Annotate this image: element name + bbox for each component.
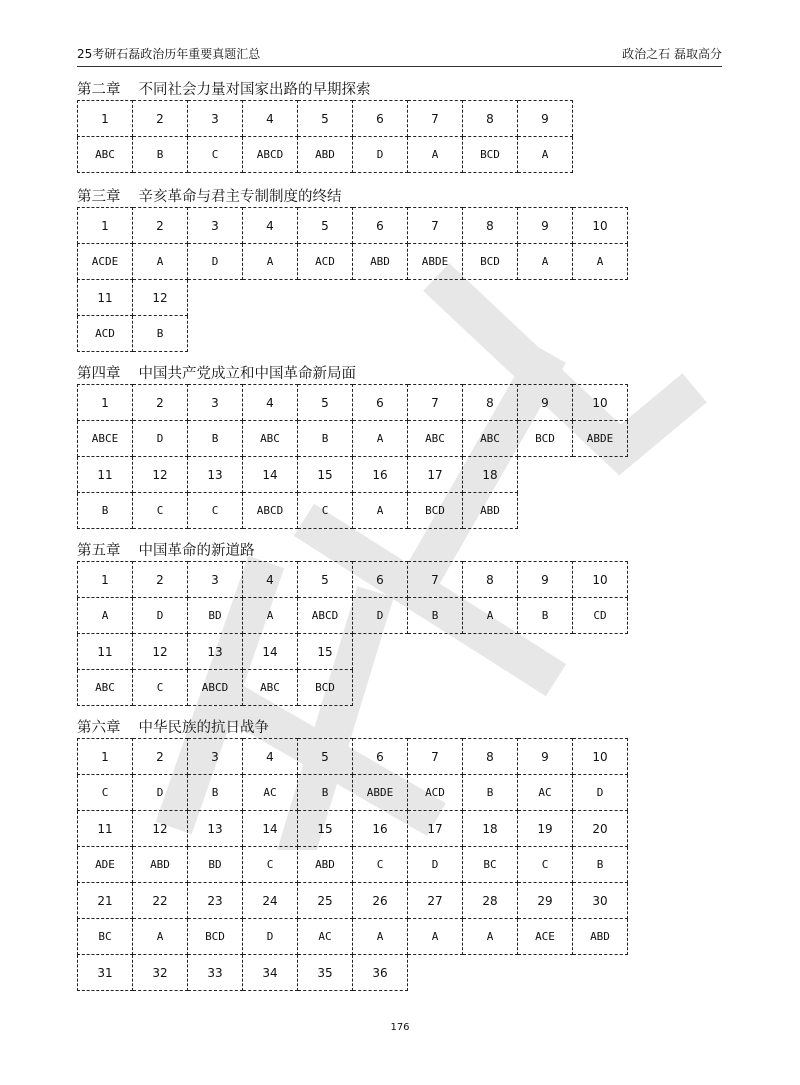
answer-cell: A: [573, 244, 628, 280]
answer-row: [78, 775, 628, 811]
answer-cell: BCD: [408, 493, 463, 529]
chapter-name: 中国革命的新道路: [138, 543, 255, 559]
question-number-cell: 32: [133, 955, 188, 991]
question-number-cell: 14: [243, 457, 298, 493]
answer-cell: A: [243, 598, 298, 634]
question-number-cell: [573, 457, 628, 493]
question-number-cell: 36: [353, 955, 408, 991]
answer-cell: ABCD: [243, 493, 298, 529]
question-number-cell: 17: [408, 811, 463, 847]
chapter-title: [77, 541, 628, 561]
answer-cell: D: [243, 919, 298, 955]
question-number-cell: 7: [408, 562, 463, 598]
question-number-cell: 16: [353, 457, 408, 493]
question-number-cell: [408, 955, 463, 991]
question-number-cell: 1: [78, 208, 133, 244]
question-number-row: [78, 457, 628, 493]
answer-cell: BCD: [463, 244, 518, 280]
question-number-cell: 6: [353, 385, 408, 421]
answer-cell: [298, 316, 353, 352]
answer-cell: C: [133, 670, 188, 706]
question-number-row: [78, 101, 628, 137]
answer-cell: D: [133, 775, 188, 811]
answer-cell: ACDE: [78, 244, 133, 280]
answer-cell: ACD: [298, 244, 353, 280]
question-number-cell: 13: [188, 457, 243, 493]
question-number-cell: 7: [408, 385, 463, 421]
answer-cell: [408, 316, 463, 352]
question-number-cell: 5: [298, 739, 353, 775]
question-number-cell: 9: [518, 739, 573, 775]
question-number-cell: [463, 955, 518, 991]
question-number-cell: [408, 280, 463, 316]
answer-cell: [353, 316, 408, 352]
question-number-cell: 10: [573, 208, 628, 244]
answer-cell: ABDE: [573, 421, 628, 457]
question-number-cell: [573, 280, 628, 316]
answer-cell: ABDE: [408, 244, 463, 280]
answer-cell: ABC: [463, 421, 518, 457]
question-number-cell: 10: [573, 385, 628, 421]
answer-cell: B: [408, 598, 463, 634]
question-number-cell: [188, 280, 243, 316]
answer-row: [78, 493, 628, 529]
question-number-cell: [408, 634, 463, 670]
answer-cell: B: [78, 493, 133, 529]
chapter-4-section: [77, 364, 628, 529]
answer-cell: A: [408, 919, 463, 955]
answer-cell: BD: [188, 847, 243, 883]
answer-row: [78, 421, 628, 457]
answer-cell: [573, 137, 628, 173]
question-number-cell: 6: [353, 739, 408, 775]
question-number-row: [78, 208, 628, 244]
answer-cell: B: [518, 598, 573, 634]
answer-row: [78, 137, 628, 173]
answer-cell: B: [133, 316, 188, 352]
answer-cell: B: [298, 775, 353, 811]
question-number-cell: [518, 634, 573, 670]
question-number-cell: 25: [298, 883, 353, 919]
question-number-cell: 12: [133, 457, 188, 493]
answer-cell: C: [243, 847, 298, 883]
chapter-title: [77, 187, 628, 207]
chapter-number: 第四章: [77, 366, 121, 382]
question-number-cell: 6: [353, 101, 408, 137]
answer-cell: [573, 316, 628, 352]
question-number-cell: 9: [518, 385, 573, 421]
question-number-cell: 28: [463, 883, 518, 919]
question-number-cell: [518, 457, 573, 493]
question-number-cell: 34: [243, 955, 298, 991]
question-number-cell: 11: [78, 280, 133, 316]
answer-cell: BCD: [188, 919, 243, 955]
answer-table: [77, 738, 628, 991]
answer-row: [78, 316, 628, 352]
question-number-cell: 6: [353, 562, 408, 598]
question-number-cell: 17: [408, 457, 463, 493]
question-number-cell: 11: [78, 457, 133, 493]
answer-table: [77, 561, 628, 706]
chapter-name: 中国共产党成立和中国革命新局面: [138, 366, 356, 382]
question-number-cell: 8: [463, 385, 518, 421]
answer-cell: ABC: [243, 670, 298, 706]
question-number-cell: 3: [188, 739, 243, 775]
answer-cell: [188, 316, 243, 352]
question-number-cell: 2: [133, 739, 188, 775]
question-number-cell: 1: [78, 101, 133, 137]
answer-row: [78, 598, 628, 634]
page-number: 176: [390, 1022, 410, 1033]
question-number-cell: 27: [408, 883, 463, 919]
answer-cell: C: [353, 847, 408, 883]
answer-cell: AC: [298, 919, 353, 955]
question-number-cell: 7: [408, 739, 463, 775]
answer-cell: D: [573, 775, 628, 811]
question-number-cell: [463, 634, 518, 670]
answer-cell: D: [408, 847, 463, 883]
question-number-cell: 14: [243, 811, 298, 847]
answer-cell: B: [573, 847, 628, 883]
answer-cell: ABCD: [298, 598, 353, 634]
question-number-cell: 5: [298, 385, 353, 421]
question-number-cell: 22: [133, 883, 188, 919]
question-number-cell: 1: [78, 739, 133, 775]
answer-cell: AC: [518, 775, 573, 811]
answer-cell: BCD: [298, 670, 353, 706]
answer-cell: BC: [463, 847, 518, 883]
question-number-cell: 4: [243, 562, 298, 598]
answer-row: [78, 670, 628, 706]
answer-cell: [463, 316, 518, 352]
answer-cell: A: [133, 919, 188, 955]
chapter-name: 中华民族的抗日战争: [138, 720, 269, 736]
question-number-cell: 5: [298, 208, 353, 244]
question-number-cell: 5: [298, 562, 353, 598]
question-number-cell: [573, 634, 628, 670]
question-number-cell: 3: [188, 562, 243, 598]
answer-cell: [518, 493, 573, 529]
question-number-cell: 8: [463, 101, 518, 137]
question-number-cell: 12: [133, 634, 188, 670]
answer-table: [77, 207, 628, 352]
question-number-cell: 8: [463, 739, 518, 775]
question-number-cell: 24: [243, 883, 298, 919]
question-number-cell: [353, 280, 408, 316]
answer-cell: ACD: [78, 316, 133, 352]
answer-cell: A: [353, 919, 408, 955]
question-number-cell: 8: [463, 562, 518, 598]
answer-cell: C: [518, 847, 573, 883]
answer-row: [78, 919, 628, 955]
answer-cell: ABC: [243, 421, 298, 457]
answer-cell: AC: [243, 775, 298, 811]
answer-cell: A: [463, 598, 518, 634]
question-number-cell: 2: [133, 385, 188, 421]
question-number-cell: 9: [518, 101, 573, 137]
answer-cell: ABD: [298, 847, 353, 883]
question-number-cell: [353, 634, 408, 670]
question-number-cell: 1: [78, 385, 133, 421]
question-number-cell: [573, 955, 628, 991]
answer-cell: B: [463, 775, 518, 811]
answer-cell: A: [408, 137, 463, 173]
answer-cell: D: [133, 598, 188, 634]
answer-cell: A: [518, 244, 573, 280]
question-number-cell: 21: [78, 883, 133, 919]
question-number-cell: 12: [133, 280, 188, 316]
answer-cell: ABC: [408, 421, 463, 457]
chapter-6-section: [77, 718, 628, 991]
question-number-cell: 3: [188, 385, 243, 421]
question-number-cell: 16: [353, 811, 408, 847]
question-number-cell: 4: [243, 101, 298, 137]
answer-cell: A: [353, 421, 408, 457]
answer-cell: [408, 670, 463, 706]
question-number-cell: 26: [353, 883, 408, 919]
question-number-cell: [518, 280, 573, 316]
question-number-cell: 6: [353, 208, 408, 244]
chapter-title: [77, 718, 628, 738]
answer-cell: BCD: [463, 137, 518, 173]
question-number-cell: 2: [133, 101, 188, 137]
answer-cell: D: [133, 421, 188, 457]
question-number-row: [78, 811, 628, 847]
answer-cell: [353, 670, 408, 706]
question-number-cell: 8: [463, 208, 518, 244]
header-title: 25考研石磊政治历年重要真题汇总: [77, 47, 261, 61]
answer-cell: B: [188, 775, 243, 811]
question-number-cell: 3: [188, 101, 243, 137]
answer-table: [77, 384, 628, 529]
question-number-cell: 23: [188, 883, 243, 919]
answer-cell: ACD: [408, 775, 463, 811]
chapter-title: [77, 80, 628, 100]
answer-cell: A: [463, 919, 518, 955]
question-number-cell: 13: [188, 811, 243, 847]
question-number-cell: 35: [298, 955, 353, 991]
chapter-title: [77, 364, 628, 384]
answer-cell: CD: [573, 598, 628, 634]
answer-cell: ABD: [298, 137, 353, 173]
answer-cell: B: [298, 421, 353, 457]
chapter-2-section: [77, 80, 628, 173]
question-number-cell: 15: [298, 457, 353, 493]
question-number-cell: 20: [573, 811, 628, 847]
answer-cell: D: [353, 598, 408, 634]
question-number-cell: 19: [518, 811, 573, 847]
answer-cell: [518, 316, 573, 352]
answer-cell: ABD: [463, 493, 518, 529]
question-number-cell: 4: [243, 385, 298, 421]
question-number-cell: 9: [518, 208, 573, 244]
question-number-cell: 15: [298, 811, 353, 847]
answer-cell: C: [133, 493, 188, 529]
question-number-row: [78, 739, 628, 775]
answer-cell: ABCD: [243, 137, 298, 173]
question-number-cell: 18: [463, 457, 518, 493]
question-number-cell: [463, 280, 518, 316]
answer-cell: A: [78, 598, 133, 634]
chapter-number: 第三章: [77, 189, 121, 205]
answer-cell: A: [353, 493, 408, 529]
question-number-cell: 18: [463, 811, 518, 847]
answer-cell: BCD: [518, 421, 573, 457]
question-number-cell: 7: [408, 101, 463, 137]
question-number-cell: [243, 280, 298, 316]
answer-cell: ABDE: [353, 775, 408, 811]
question-number-cell: 29: [518, 883, 573, 919]
answer-cell: [573, 670, 628, 706]
answer-cell: ADE: [78, 847, 133, 883]
question-number-cell: 11: [78, 811, 133, 847]
answer-cell: C: [188, 137, 243, 173]
answer-cell: C: [78, 775, 133, 811]
answer-cell: C: [298, 493, 353, 529]
question-number-cell: 4: [243, 208, 298, 244]
question-number-row: [78, 883, 628, 919]
question-number-cell: 3: [188, 208, 243, 244]
question-number-cell: 13: [188, 634, 243, 670]
chapter-number: 第六章: [77, 720, 121, 736]
answer-cell: [243, 316, 298, 352]
question-number-cell: [298, 280, 353, 316]
answer-cell: A: [243, 244, 298, 280]
header-slogan: 政治之石 磊取高分: [622, 47, 722, 61]
answer-cell: [518, 670, 573, 706]
answer-cell: D: [188, 244, 243, 280]
page-header: [77, 46, 722, 67]
answer-cell: ABD: [573, 919, 628, 955]
question-number-cell: 11: [78, 634, 133, 670]
question-number-cell: 10: [573, 739, 628, 775]
answer-row: [78, 847, 628, 883]
answer-table: [77, 100, 628, 173]
answer-cell: ABD: [353, 244, 408, 280]
question-number-cell: 2: [133, 562, 188, 598]
question-number-cell: 31: [78, 955, 133, 991]
question-number-row: [78, 955, 628, 991]
answer-cell: ABC: [78, 670, 133, 706]
answer-cell: ABCE: [78, 421, 133, 457]
question-number-cell: 33: [188, 955, 243, 991]
question-number-cell: 12: [133, 811, 188, 847]
question-number-cell: 30: [573, 883, 628, 919]
question-number-cell: 2: [133, 208, 188, 244]
answer-cell: [573, 493, 628, 529]
answer-cell: BC: [78, 919, 133, 955]
question-number-cell: 14: [243, 634, 298, 670]
question-number-cell: 5: [298, 101, 353, 137]
chapter-number: 第二章: [77, 82, 121, 98]
question-number-row: [78, 562, 628, 598]
answer-cell: ABD: [133, 847, 188, 883]
answer-cell: C: [188, 493, 243, 529]
answer-cell: B: [133, 137, 188, 173]
answer-row: [78, 244, 628, 280]
chapter-5-section: [77, 541, 628, 706]
question-number-cell: 15: [298, 634, 353, 670]
question-number-cell: 9: [518, 562, 573, 598]
answer-cell: BD: [188, 598, 243, 634]
question-number-cell: 10: [573, 562, 628, 598]
answer-cell: ACE: [518, 919, 573, 955]
question-number-row: [78, 385, 628, 421]
answer-cell: ABCD: [188, 670, 243, 706]
answer-cell: ABC: [78, 137, 133, 173]
question-number-cell: 4: [243, 739, 298, 775]
question-number-cell: [518, 955, 573, 991]
chapter-name: 不同社会力量对国家出路的早期探索: [138, 82, 371, 98]
question-number-row: [78, 634, 628, 670]
question-number-cell: 7: [408, 208, 463, 244]
answer-cell: A: [518, 137, 573, 173]
answer-cell: B: [188, 421, 243, 457]
chapter-name: 辛亥革命与君主专制制度的终结: [138, 189, 342, 205]
chapter-number: 第五章: [77, 543, 121, 559]
chapter-3-section: [77, 187, 628, 352]
question-number-row: [78, 280, 628, 316]
answer-cell: D: [353, 137, 408, 173]
question-number-cell: 1: [78, 562, 133, 598]
answer-cell: [463, 670, 518, 706]
answer-cell: A: [133, 244, 188, 280]
question-number-cell: [573, 101, 628, 137]
